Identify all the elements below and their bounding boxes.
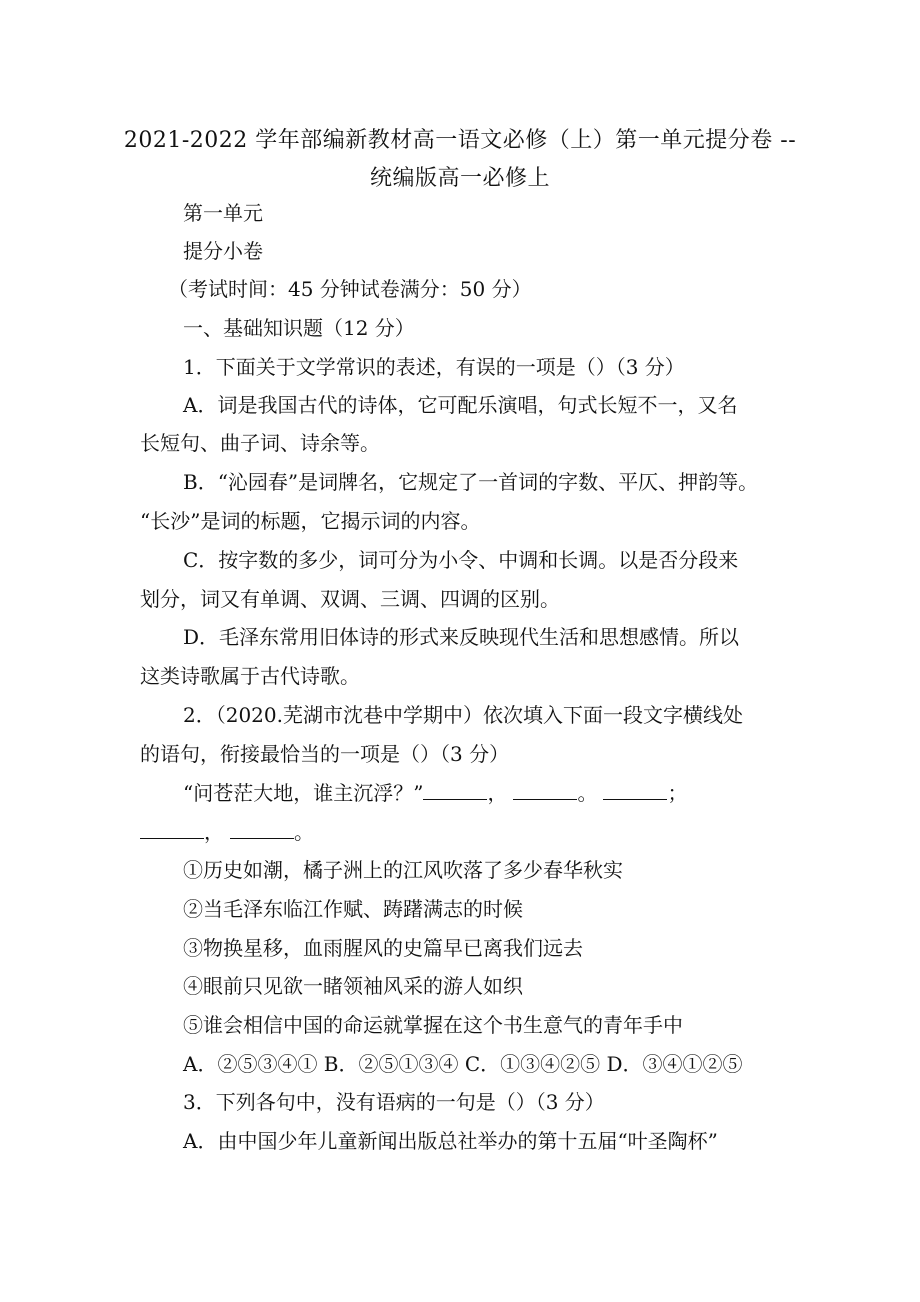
question-2-stem-line-2: 的语句，衔接最恰当的一项是（）（3 分） <box>140 742 510 766</box>
blank-1 <box>423 781 487 800</box>
question-1-option-a-line-1: A．词是我国古代的诗体，它可配乐演唱，句式长短不一，又名 <box>183 393 738 417</box>
blank-3 <box>603 781 667 800</box>
question-1-option-b-line-1: B．“沁园春”是词牌名，它规定了一首词的字数、平仄、押韵等。 <box>183 470 759 494</box>
sentence-1: ①历史如潮，橘子洲上的江风吹落了多少春华秋实 <box>183 858 623 882</box>
question-1-option-d-line-2: 这类诗歌属于古代诗歌。 <box>140 664 360 688</box>
question-2-stem-line-1: 2．（2020.芜湖市沈巷中学期中）依次填入下面一段文字横线处 <box>183 703 743 727</box>
document-title <box>120 122 800 198</box>
subtitle: 提分小卷 <box>183 239 263 263</box>
title-line-1: 2021-2022 学年部编新教材高一语文必修（上）第一单元提分卷 -- <box>123 128 797 153</box>
question-1-stem: 1．下面关于文学常识的表述，有误的一项是（）（3 分） <box>183 355 685 379</box>
question-2-options: A．②⑤③④① B．②⑤①③④ C．①③④②⑤ D．③④①②⑤ <box>183 1052 743 1076</box>
question-1-option-d-line-1: D．毛泽东常用旧体诗的形式来反映现代生活和思想感情。所以 <box>183 625 740 649</box>
unit-label: 第一单元 <box>183 201 263 225</box>
blank-4 <box>140 820 204 839</box>
sentence-2: ②当毛泽东临江作赋、踌躇满志的时候 <box>183 897 523 921</box>
section-heading: 一、基础知识题（12 分） <box>183 316 415 340</box>
quote-text: “问苍茫大地，谁主沉浮？” <box>183 781 424 805</box>
sentence-3: ③物换星移，血雨腥风的史篇早已离我们远去 <box>183 936 583 960</box>
punct-1: ， <box>487 781 508 805</box>
punct-2: 。 <box>577 781 598 805</box>
question-2-fill-line-1 <box>183 780 687 806</box>
punct-5: 。 <box>294 820 314 844</box>
punct-3: ； <box>667 781 688 805</box>
blank-2 <box>513 781 577 800</box>
exam-info: （考试时间：45 分钟试卷满分：50 分） <box>168 277 532 301</box>
question-1-option-b-line-2: “长沙”是词的标题，它揭示词的内容。 <box>140 509 481 533</box>
question-1-option-a-line-2: 长短句、曲子词、诗余等。 <box>140 431 380 455</box>
question-2-fill-line-2 <box>140 819 314 845</box>
question-1-option-c-line-2: 划分，词又有单调、双调、三调、四调的区别。 <box>140 587 560 611</box>
question-3-option-a-line-1: A．由中国少年儿童新闻出版总社举办的第十五届“叶圣陶杯” <box>183 1129 718 1153</box>
question-1-option-c-line-1: C．按字数的多少，词可分为小令、中调和长调。以是否分段来 <box>183 548 739 572</box>
question-3-stem: 3．下列各句中，没有语病的一句是（）（3 分） <box>183 1090 605 1114</box>
sentence-5: ⑤谁会相信中国的命运就掌握在这个书生意气的青年手中 <box>183 1013 683 1037</box>
blank-5 <box>230 820 294 839</box>
sentence-4: ④眼前只见欲一睹领袖风采的游人如织 <box>183 974 523 998</box>
title-line-2: 统编版高一必修上 <box>369 166 550 191</box>
punct-4: ， <box>204 820 224 844</box>
